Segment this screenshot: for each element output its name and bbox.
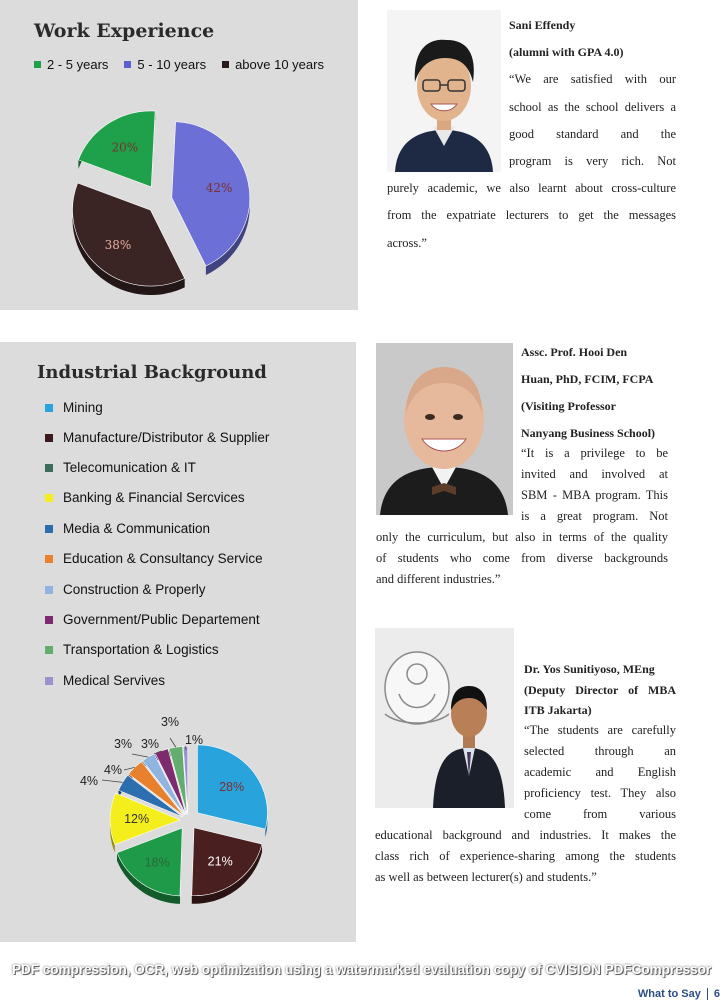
legend-label: Government/Public Departement xyxy=(63,612,260,627)
quote-line: selected through an xyxy=(524,744,676,758)
data-label-above-10-years: 38% xyxy=(104,237,132,252)
data-label-5-10-years: 42% xyxy=(205,181,233,196)
quote-line: “The students are carefully xyxy=(524,723,676,737)
quote-line: as well as between lecturer(s) and students.” xyxy=(375,870,597,884)
quote-line: school as the school delivers a xyxy=(509,100,676,114)
quote-line: class rich of experience-sharing among the students xyxy=(375,849,676,863)
legend-label: 2 - 5 years xyxy=(47,57,109,72)
portrait-illustration xyxy=(387,10,501,172)
industrial-background-panel xyxy=(0,342,356,942)
quote-line: purely academic, we also learnt about cross-culture xyxy=(387,181,676,195)
legend-label: above 10 years xyxy=(235,57,324,72)
quote-line: invited and involved at xyxy=(521,467,668,481)
industrial-background-title: Industrial Background xyxy=(37,362,267,383)
quote-line: good standard and the xyxy=(509,127,676,141)
legend-label: Mining xyxy=(63,400,103,415)
quote-line: SBM - MBA program. This xyxy=(521,488,668,502)
pie-slice-above-10-years xyxy=(73,183,185,286)
quote-line: of students who come from diverse backgrounds xyxy=(376,551,668,565)
testimonial-name: Sani Effendy xyxy=(509,18,576,32)
data-label-manufacture-distributor-supplier: 21% xyxy=(207,854,233,869)
legend-label: Media & Communication xyxy=(63,521,211,536)
testimonial-name: Assc. Prof. Hooi Den xyxy=(521,345,628,359)
quote-line: from the expatriate lecturers to get the messages xyxy=(387,208,676,222)
legend-label: Banking & Financial Sercvices xyxy=(63,490,245,505)
footer-divider xyxy=(707,988,708,1000)
quote-line: proficiency test. They also xyxy=(524,786,676,800)
data-label-government-public-departement: 3% xyxy=(140,737,160,751)
quote-line: only the curriculum, but also in terms of the quality xyxy=(376,530,668,544)
industrial-background-pie-chart xyxy=(0,342,356,942)
legend-label: Transportation & Logistics xyxy=(63,642,219,657)
quote-line: academic and English xyxy=(524,765,676,779)
data-label-media-communication: 4% xyxy=(79,774,99,788)
quote-line: across.” xyxy=(387,236,427,250)
testimonial-role: Nanyang Business School) xyxy=(521,426,656,440)
data-label-transportation-logistics: 3% xyxy=(160,715,180,729)
portrait-illustration xyxy=(376,343,513,515)
testimonial-name: Dr. Yos Sunitiyoso, MEng xyxy=(524,662,655,676)
testimonial-role: (Deputy Director of MBA xyxy=(524,683,676,697)
quote-line: and different industries.” xyxy=(376,572,501,586)
testimonial-role: (alumni with GPA 4.0) xyxy=(509,45,624,59)
quote-line: educational background and industries. It makes the xyxy=(375,828,676,842)
data-label-mining: 28% xyxy=(219,779,245,794)
leader-line-transportation-logistics xyxy=(170,738,176,747)
data-label-telecomunication-it: 18% xyxy=(144,855,170,870)
leader-line-construction-properly xyxy=(132,754,148,757)
data-label-2-5-years: 20% xyxy=(111,140,139,155)
testimonial-role: ITB Jakarta) xyxy=(524,703,592,717)
data-label-banking-financial-sercvices: 12% xyxy=(124,812,150,827)
itb-logo-icon xyxy=(385,652,449,724)
leader-line-media-communication xyxy=(102,780,123,782)
quote-line: “We are satisfied with our xyxy=(509,72,676,86)
page-footer xyxy=(638,988,720,1000)
work-experience-pie-chart xyxy=(0,0,358,310)
quote-line: program is very rich. Not xyxy=(509,154,676,168)
testimonial-name: Huan, PhD, FCIM, FCPA xyxy=(521,372,654,386)
data-label-construction-properly: 3% xyxy=(113,737,133,751)
watermark-text: PDF compression, OCR, web optimization using a watermarked evaluation copy of CVISION PDFCompressor xyxy=(12,962,712,977)
data-label-education-consultancy-service: 4% xyxy=(103,763,123,777)
work-experience-panel xyxy=(0,0,358,310)
quote-line: is a great program. Not xyxy=(521,509,668,523)
legend-label: 5 - 10 years xyxy=(137,57,207,72)
legend-label: Construction & Properly xyxy=(63,582,206,597)
photo-sani-effendy xyxy=(387,10,501,172)
portrait-illustration xyxy=(375,628,514,808)
photo-hooi-den-huan xyxy=(376,343,513,515)
footer-section-title: What to Say xyxy=(637,988,701,1000)
data-label-medical-servives: 1% xyxy=(184,733,204,747)
quote-line: “It is a privilege to be xyxy=(521,446,668,460)
legend-label: Education & Consultancy Service xyxy=(63,551,263,566)
quote-line: come from various xyxy=(524,807,676,821)
testimonial-role: (Visiting Professor xyxy=(521,399,616,413)
page-number: 6 xyxy=(713,988,720,1000)
work-experience-title: Work Experience xyxy=(34,20,215,42)
legend-label: Telecomunication & IT xyxy=(63,460,196,475)
legend-label: Manufacture/Distributor & Supplier xyxy=(63,430,270,445)
legend-label: Medical Servives xyxy=(63,673,166,688)
photo-yos-sunitiyoso xyxy=(375,628,514,808)
